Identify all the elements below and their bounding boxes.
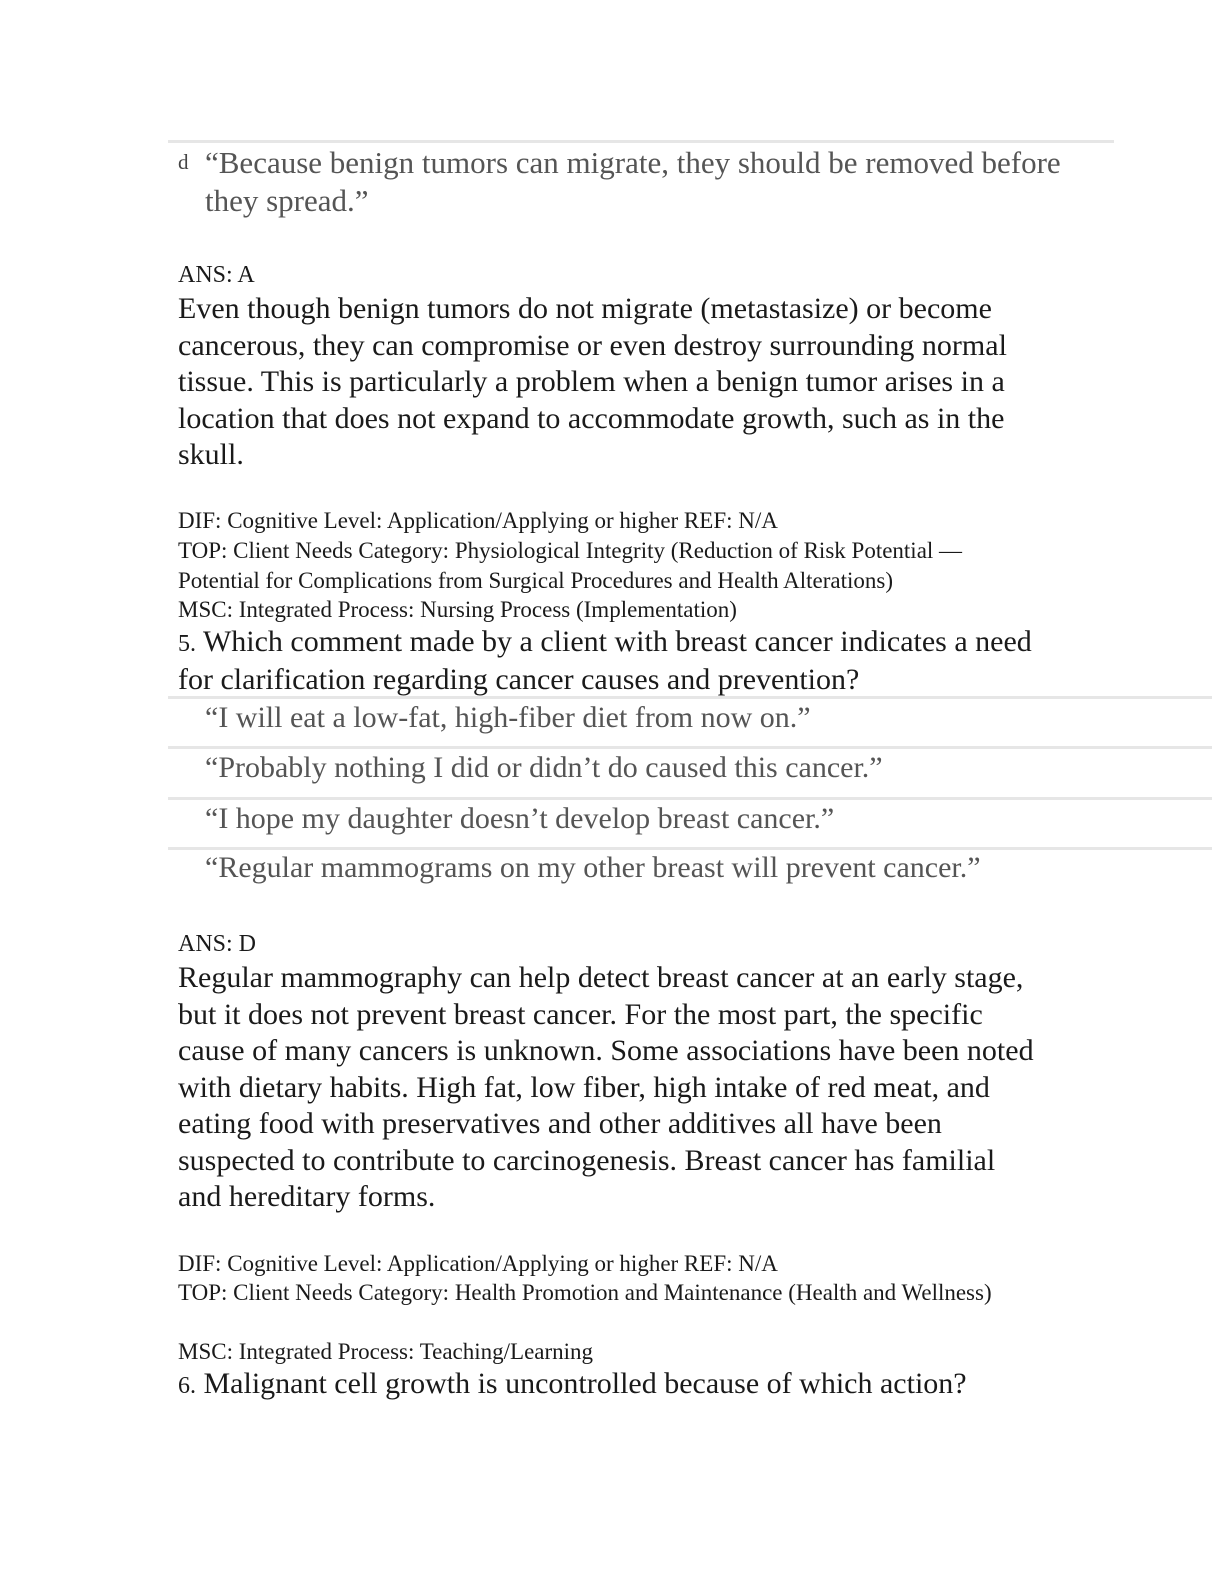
- question-number: 5.: [178, 631, 196, 657]
- dif-line: DIF: Cognitive Level: Application/Applying or higher REF: N/A: [178, 508, 778, 533]
- question-stem: [178, 624, 1038, 698]
- answer-label: ANS: D: [178, 931, 257, 957]
- top-line: TOP: Client Needs Category: Health Promotion and Maintenance (Health and Wellness): [178, 1280, 992, 1305]
- rationale-text: Even though benign tumors do not migrate (metastasize) or become cancerous, they can compromise or even destroy surrounding normal tissue. This is particularly a problem when a benign tumor arises in a location that does not expand to accommodate growth, such as in the skull.: [178, 292, 1007, 471]
- option-b: “Probably nothing I did or didn’t do caused this cancer.”: [205, 751, 883, 784]
- divider-rule: [168, 797, 1212, 800]
- question-text: Which comment made by a client with breast cancer indicates a need for clarification regarding cancer causes and prevention?: [178, 625, 1032, 696]
- top-line: TOP: Client Needs Category: Physiological Integrity (Reduction of Risk Potential —Potential for Complications from Surgical Procedures and Health Alterations): [178, 538, 963, 593]
- dif-line: DIF: Cognitive Level: Application/Applying or higher REF: N/A: [178, 1251, 778, 1276]
- msc-line: MSC: Integrated Process: Nursing Process (Implementation): [178, 597, 737, 622]
- divider-rule: [168, 140, 1114, 143]
- option-d: “Regular mammograms on my other breast will prevent cancer.”: [205, 851, 981, 884]
- question-number: 6.: [178, 1373, 196, 1399]
- option-a: “I will eat a low-fat, high-fiber diet from now on.”: [205, 701, 811, 734]
- option-c: “I hope my daughter doesn’t develop breast cancer.”: [205, 802, 835, 835]
- question-stem: [178, 1366, 1078, 1404]
- question-text: Malignant cell growth is uncontrolled because of which action?: [203, 1367, 967, 1400]
- option-letter: d: [178, 150, 189, 174]
- option-d-text: “Because benign tumors can migrate, they should be removed before they spread.”: [205, 145, 1061, 218]
- rationale-text: Regular mammography can help detect breast cancer at an early stage, but it does not prevent breast cancer. For the most part, the specific cause of many cancers is unknown. Some associations have been noted with dietary habits. High fat, low fiber, high intake of red meat, and eating food with preservatives and other additives all have been suspected to contribute to carcinogenesis. Breast cancer has familial and hereditary forms.: [178, 961, 1034, 1213]
- msc-line: MSC: Integrated Process: Teaching/Learning: [178, 1339, 594, 1364]
- answer-label: ANS: A: [178, 262, 255, 288]
- divider-rule: [168, 696, 1212, 699]
- divider-rule: [168, 746, 1212, 749]
